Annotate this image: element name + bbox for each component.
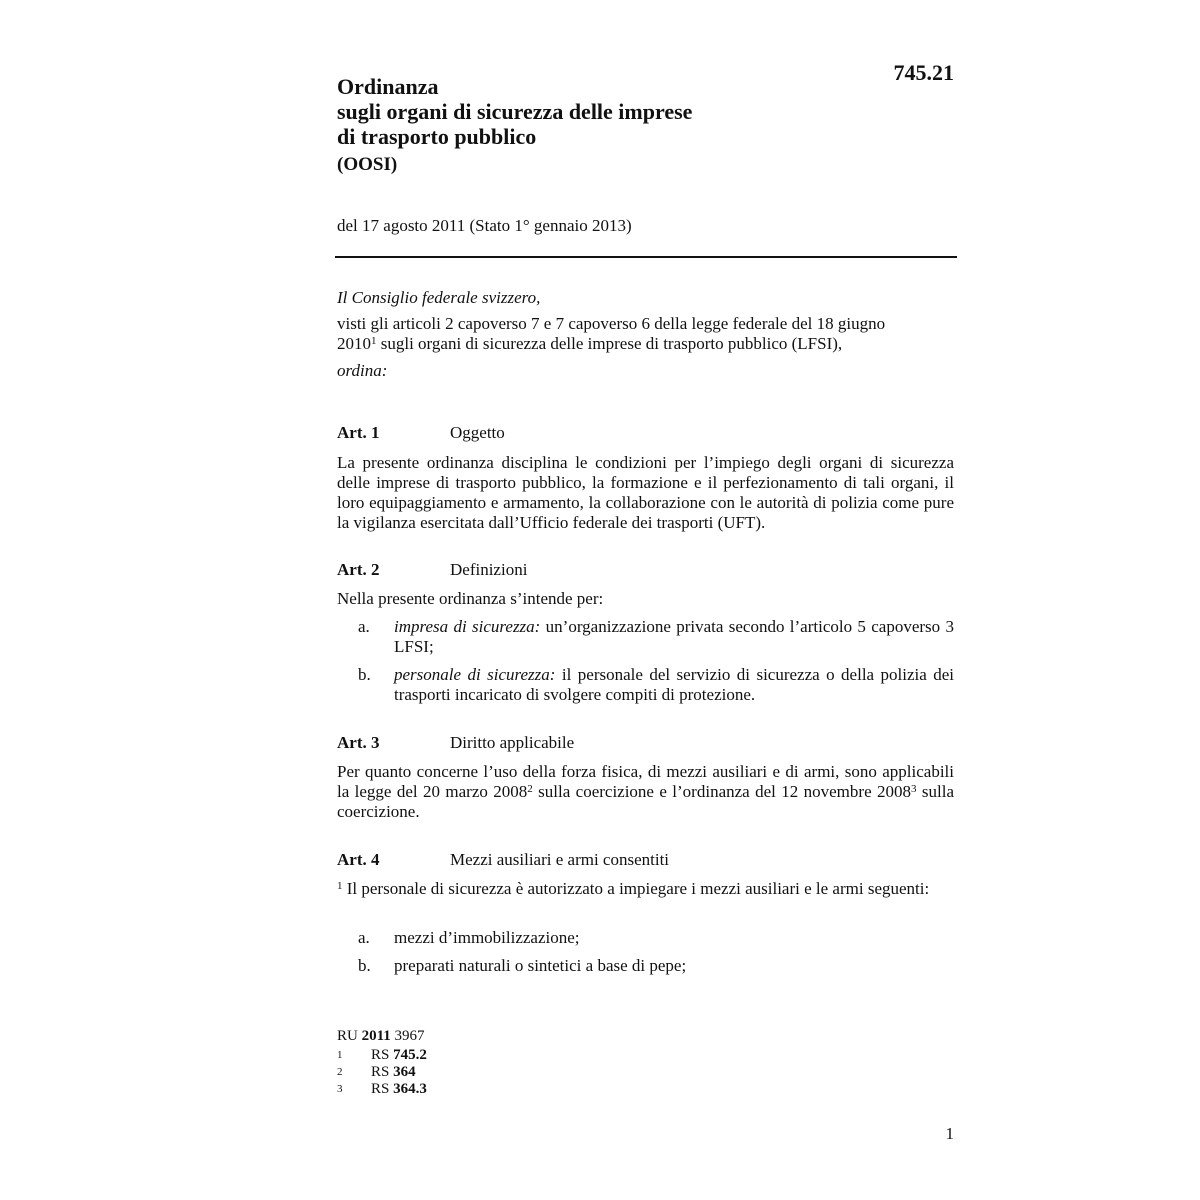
item-text: un’organizzazione privata secondo l’articolo 5 capoverso 3 LFSI; — [394, 617, 954, 656]
art1-title: Oggetto — [450, 423, 505, 442]
footnote-ref-3[interactable]: 3 — [911, 783, 917, 795]
item-label: b. — [358, 956, 371, 975]
header-divider — [335, 256, 957, 258]
art4-item-a — [358, 928, 954, 948]
document-abbreviation: (OOSI) — [337, 154, 398, 175]
footnote-ref[interactable]: 364.3 — [393, 1081, 427, 1097]
ru-page: 3967 — [390, 1028, 425, 1044]
art2-intro: Nella presente ordinanza s’intende per: — [337, 589, 604, 608]
footnote-2 — [337, 1064, 416, 1081]
preamble-ordina: ordina: — [337, 361, 388, 380]
art3-text-part-a: Per quanto concerne l’uso della forza fisica, di mezzi ausiliari e di armi, sono applicabili la legge del 20 marzo 2008 — [337, 762, 954, 801]
art2-title: Definizioni — [450, 560, 528, 579]
item-text: mezzi d’immobilizzazione; — [394, 928, 580, 947]
footnote-number: 3 — [337, 1083, 343, 1095]
item-label: a. — [358, 928, 370, 947]
paragraph-number: 1 — [337, 880, 343, 892]
art4-item-b — [358, 956, 954, 976]
document-title — [337, 74, 692, 149]
preamble-authority: Il Consiglio federale svizzero, — [337, 288, 541, 307]
art3-number: Art. 3 — [337, 733, 380, 752]
title-line-3: di trasporto pubblico — [337, 124, 537, 149]
art2-number: Art. 2 — [337, 560, 380, 579]
art4-number: Art. 4 — [337, 850, 380, 869]
page-number: 1 — [945, 1124, 954, 1143]
footnote-number: 2 — [337, 1066, 343, 1078]
art2-heading — [337, 560, 954, 580]
item-text: il personale del servizio di sicurezza o della polizia dei trasporti incaricato di svolgere compiti di protezione. — [394, 665, 954, 704]
art4-title: Mezzi ausiliari e armi consentiti — [450, 850, 670, 869]
item-text: preparati naturali o sintetici a base di pepe; — [394, 956, 687, 975]
title-line-2: sugli organi di sicurezza delle imprese — [337, 99, 693, 124]
item-label: a. — [358, 617, 370, 636]
art4-heading — [337, 850, 954, 870]
preamble-line-1: visti gli articoli 2 capoverso 7 e 7 capoverso 6 della legge federale del 18 giugno — [337, 314, 886, 333]
footnote-1 — [337, 1047, 427, 1064]
preamble-line-2 — [337, 334, 954, 354]
art3-heading — [337, 733, 954, 753]
footnote-prefix: RS — [371, 1064, 394, 1080]
footnote-prefix: RS — [371, 1047, 394, 1063]
footnote-3 — [337, 1081, 427, 1098]
art4-paragraph-1 — [337, 879, 954, 899]
art2-item-b — [358, 665, 954, 705]
art4-paragraph-text: Il personale di sicurezza è autorizzato a impiegare i mezzi ausiliari e le armi seguenti: — [342, 879, 930, 898]
item-term: personale di sicurezza: — [394, 665, 556, 684]
document-date: del 17 agosto 2011 (Stato 1° gennaio 2013) — [337, 216, 632, 235]
footnote-prefix: RS — [371, 1081, 394, 1097]
footnote-ref[interactable]: 745.2 — [393, 1047, 427, 1063]
footnote-ref[interactable]: 364 — [393, 1064, 416, 1080]
document-code: 745.21 — [893, 60, 954, 85]
art2-item-a — [358, 617, 954, 657]
art3-text-part-c: sulla coercizione. — [337, 782, 954, 821]
art1-text: La presente ordinanza disciplina le condizioni per l’impiego degli organi di sicurezza delle imprese di trasporto pubblico, la formazione e il perfezionamento di tali organi, il loro equipaggiamento e armamento, la collaborazione con le autorità di polizia come pure la vigilanza esercitata dall’Ufficio federale dei trasporti (UFT). — [337, 453, 954, 532]
art1-number: Art. 1 — [337, 423, 380, 442]
item-label: b. — [358, 665, 371, 684]
preamble-law-name: sugli organi di sicurezza delle imprese di trasporto pubblico (LFSI), — [376, 334, 843, 353]
footnote-ref-1[interactable]: 1 — [371, 335, 377, 347]
art1-heading — [337, 423, 954, 443]
official-compilation-ref — [337, 1028, 425, 1045]
preamble-recital — [337, 314, 954, 354]
title-line-1: Ordinanza — [337, 74, 439, 99]
ru-prefix: RU — [337, 1028, 362, 1044]
footnote-ref-2[interactable]: 2 — [527, 783, 533, 795]
art3-title: Diritto applicabile — [450, 733, 575, 752]
footnote-number: 1 — [337, 1049, 343, 1061]
art3-text-part-b: sulla coercizione e l’ordinanza del 12 novembre 2008 — [532, 782, 911, 801]
art3-text — [337, 762, 954, 822]
item-term: impresa di sicurezza: — [394, 617, 541, 636]
preamble-year: 2010 — [337, 334, 371, 353]
ru-year: 2011 — [361, 1028, 391, 1044]
